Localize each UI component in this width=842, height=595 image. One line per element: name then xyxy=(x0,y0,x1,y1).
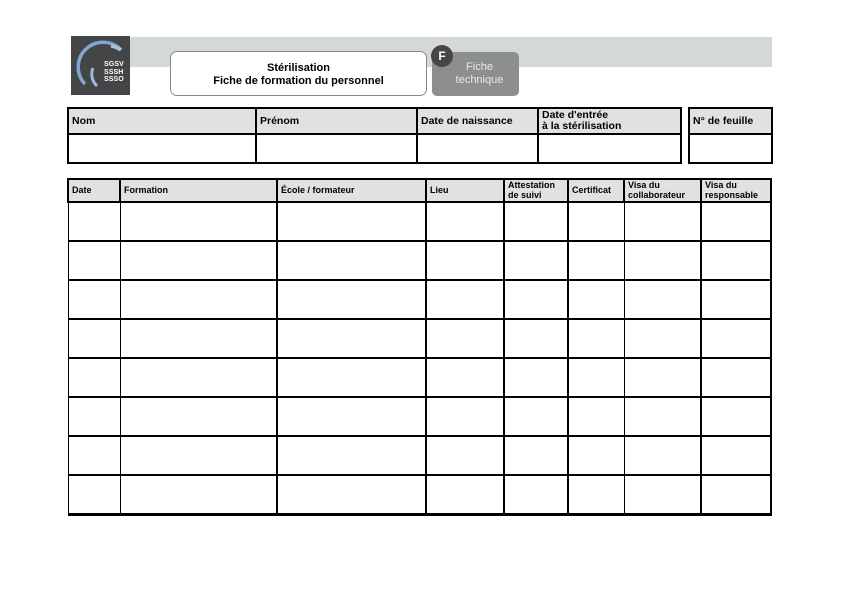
cell-ecole[interactable] xyxy=(277,280,426,319)
cell-ecole[interactable] xyxy=(277,319,426,358)
cell-ecole[interactable] xyxy=(277,436,426,475)
cell-ecole[interactable] xyxy=(277,202,426,241)
date-naissance-field[interactable] xyxy=(417,134,538,163)
cell-attestation[interactable] xyxy=(504,280,568,319)
date-entree-label xyxy=(538,108,681,134)
title-line-2: Fiche de formation du personnel xyxy=(213,75,384,87)
cell-attestation[interactable] xyxy=(504,358,568,397)
cell-visa-collaborateur[interactable] xyxy=(624,202,701,241)
title-line-1: Stérilisation xyxy=(267,62,330,74)
cell-visa-responsable[interactable] xyxy=(701,280,771,319)
cell-formation[interactable] xyxy=(120,436,277,475)
cell-date[interactable] xyxy=(68,280,120,319)
cell-visa-collaborateur[interactable] xyxy=(624,358,701,397)
cell-date[interactable] xyxy=(68,436,120,475)
col-ecole-header: École / formateur xyxy=(277,179,426,202)
cell-certificat[interactable] xyxy=(568,436,624,475)
table-row xyxy=(68,280,771,319)
cell-visa-collaborateur[interactable] xyxy=(624,475,701,515)
fiche-label-line-1: Fiche xyxy=(466,61,493,73)
cell-formation[interactable] xyxy=(120,241,277,280)
cell-visa-responsable[interactable] xyxy=(701,241,771,280)
cell-visa-collaborateur[interactable] xyxy=(624,436,701,475)
sheet-number-label: N° de feuille xyxy=(689,108,772,134)
cell-attestation[interactable] xyxy=(504,319,568,358)
cell-ecole[interactable] xyxy=(277,397,426,436)
cell-ecole[interactable] xyxy=(277,241,426,280)
col-visa-collaborateur-header: Visa du collaborateur xyxy=(624,179,701,202)
cell-lieu[interactable] xyxy=(426,397,504,436)
document-title xyxy=(170,51,427,96)
prenom-label: Prénom xyxy=(256,108,417,134)
cell-visa-collaborateur[interactable] xyxy=(624,319,701,358)
cell-lieu[interactable] xyxy=(426,241,504,280)
cell-certificat[interactable] xyxy=(568,475,624,515)
cell-certificat[interactable] xyxy=(568,319,624,358)
nom-label: Nom xyxy=(68,108,256,134)
cell-formation[interactable] xyxy=(120,475,277,515)
sheet-number-field[interactable] xyxy=(689,134,772,163)
col-date-header: Date xyxy=(68,179,120,202)
cell-visa-responsable[interactable] xyxy=(701,358,771,397)
logo-line: SSSO xyxy=(104,76,124,83)
training-table xyxy=(67,178,772,516)
cell-attestation[interactable] xyxy=(504,475,568,515)
col-certificat-header: Certificat xyxy=(568,179,624,202)
cell-formation[interactable] xyxy=(120,358,277,397)
sheet-number-table xyxy=(688,107,773,164)
fiche-label-line-2: technique xyxy=(455,74,504,86)
category-badge: F xyxy=(431,45,453,67)
cell-certificat[interactable] xyxy=(568,280,624,319)
table-row xyxy=(68,241,771,280)
cell-attestation[interactable] xyxy=(504,436,568,475)
cell-date[interactable] xyxy=(68,241,120,280)
date-entree-field[interactable] xyxy=(538,134,681,163)
logo-line: SGSV xyxy=(104,61,124,68)
table-row xyxy=(68,397,771,436)
personal-info-table xyxy=(67,107,682,164)
cell-attestation[interactable] xyxy=(504,202,568,241)
cell-visa-responsable[interactable] xyxy=(701,202,771,241)
nom-field[interactable] xyxy=(68,134,256,163)
cell-lieu[interactable] xyxy=(426,436,504,475)
col-formation-header: Formation xyxy=(120,179,277,202)
cell-ecole[interactable] xyxy=(277,358,426,397)
col-lieu-header: Lieu xyxy=(426,179,504,202)
cell-attestation[interactable] xyxy=(504,397,568,436)
cell-lieu[interactable] xyxy=(426,202,504,241)
col-visa-responsable-header: Visa du responsable xyxy=(701,179,771,202)
logo-text xyxy=(104,61,124,84)
cell-date[interactable] xyxy=(68,358,120,397)
cell-formation[interactable] xyxy=(120,280,277,319)
cell-lieu[interactable] xyxy=(426,280,504,319)
cell-formation[interactable] xyxy=(120,397,277,436)
cell-visa-collaborateur[interactable] xyxy=(624,241,701,280)
cell-visa-responsable[interactable] xyxy=(701,475,771,515)
logo-line: SSSH xyxy=(104,68,124,76)
date-entree-label-line-2: à la stérilisation xyxy=(542,120,622,132)
date-entree-label-line-1: Date d'entrée xyxy=(542,109,609,121)
info-header-row xyxy=(68,108,681,134)
cell-lieu[interactable] xyxy=(426,358,504,397)
cell-ecole[interactable] xyxy=(277,475,426,515)
cell-date[interactable] xyxy=(68,202,120,241)
training-header-row xyxy=(68,179,771,202)
cell-lieu[interactable] xyxy=(426,475,504,515)
cell-certificat[interactable] xyxy=(568,241,624,280)
cell-visa-responsable[interactable] xyxy=(701,436,771,475)
info-value-row xyxy=(68,134,681,163)
table-row xyxy=(68,358,771,397)
cell-lieu[interactable] xyxy=(426,319,504,358)
cell-date[interactable] xyxy=(68,319,120,358)
date-naissance-label: Date de naissance xyxy=(417,108,538,134)
table-row xyxy=(68,475,771,515)
prenom-field[interactable] xyxy=(256,134,417,163)
cell-visa-collaborateur[interactable] xyxy=(624,397,701,436)
cell-visa-responsable[interactable] xyxy=(701,319,771,358)
cell-visa-collaborateur[interactable] xyxy=(624,280,701,319)
cell-date[interactable] xyxy=(68,397,120,436)
col-attestation-header: Attestation de suivi xyxy=(504,179,568,202)
cell-formation[interactable] xyxy=(120,202,277,241)
sgsv-logo xyxy=(71,36,130,95)
cell-certificat[interactable] xyxy=(568,397,624,436)
cell-visa-responsable[interactable] xyxy=(701,397,771,436)
table-row xyxy=(68,436,771,475)
table-row xyxy=(68,202,771,241)
table-row xyxy=(68,319,771,358)
cell-certificat[interactable] xyxy=(568,202,624,241)
cell-attestation[interactable] xyxy=(504,241,568,280)
cell-certificat[interactable] xyxy=(568,358,624,397)
cell-formation[interactable] xyxy=(120,319,277,358)
cell-date[interactable] xyxy=(68,475,120,515)
